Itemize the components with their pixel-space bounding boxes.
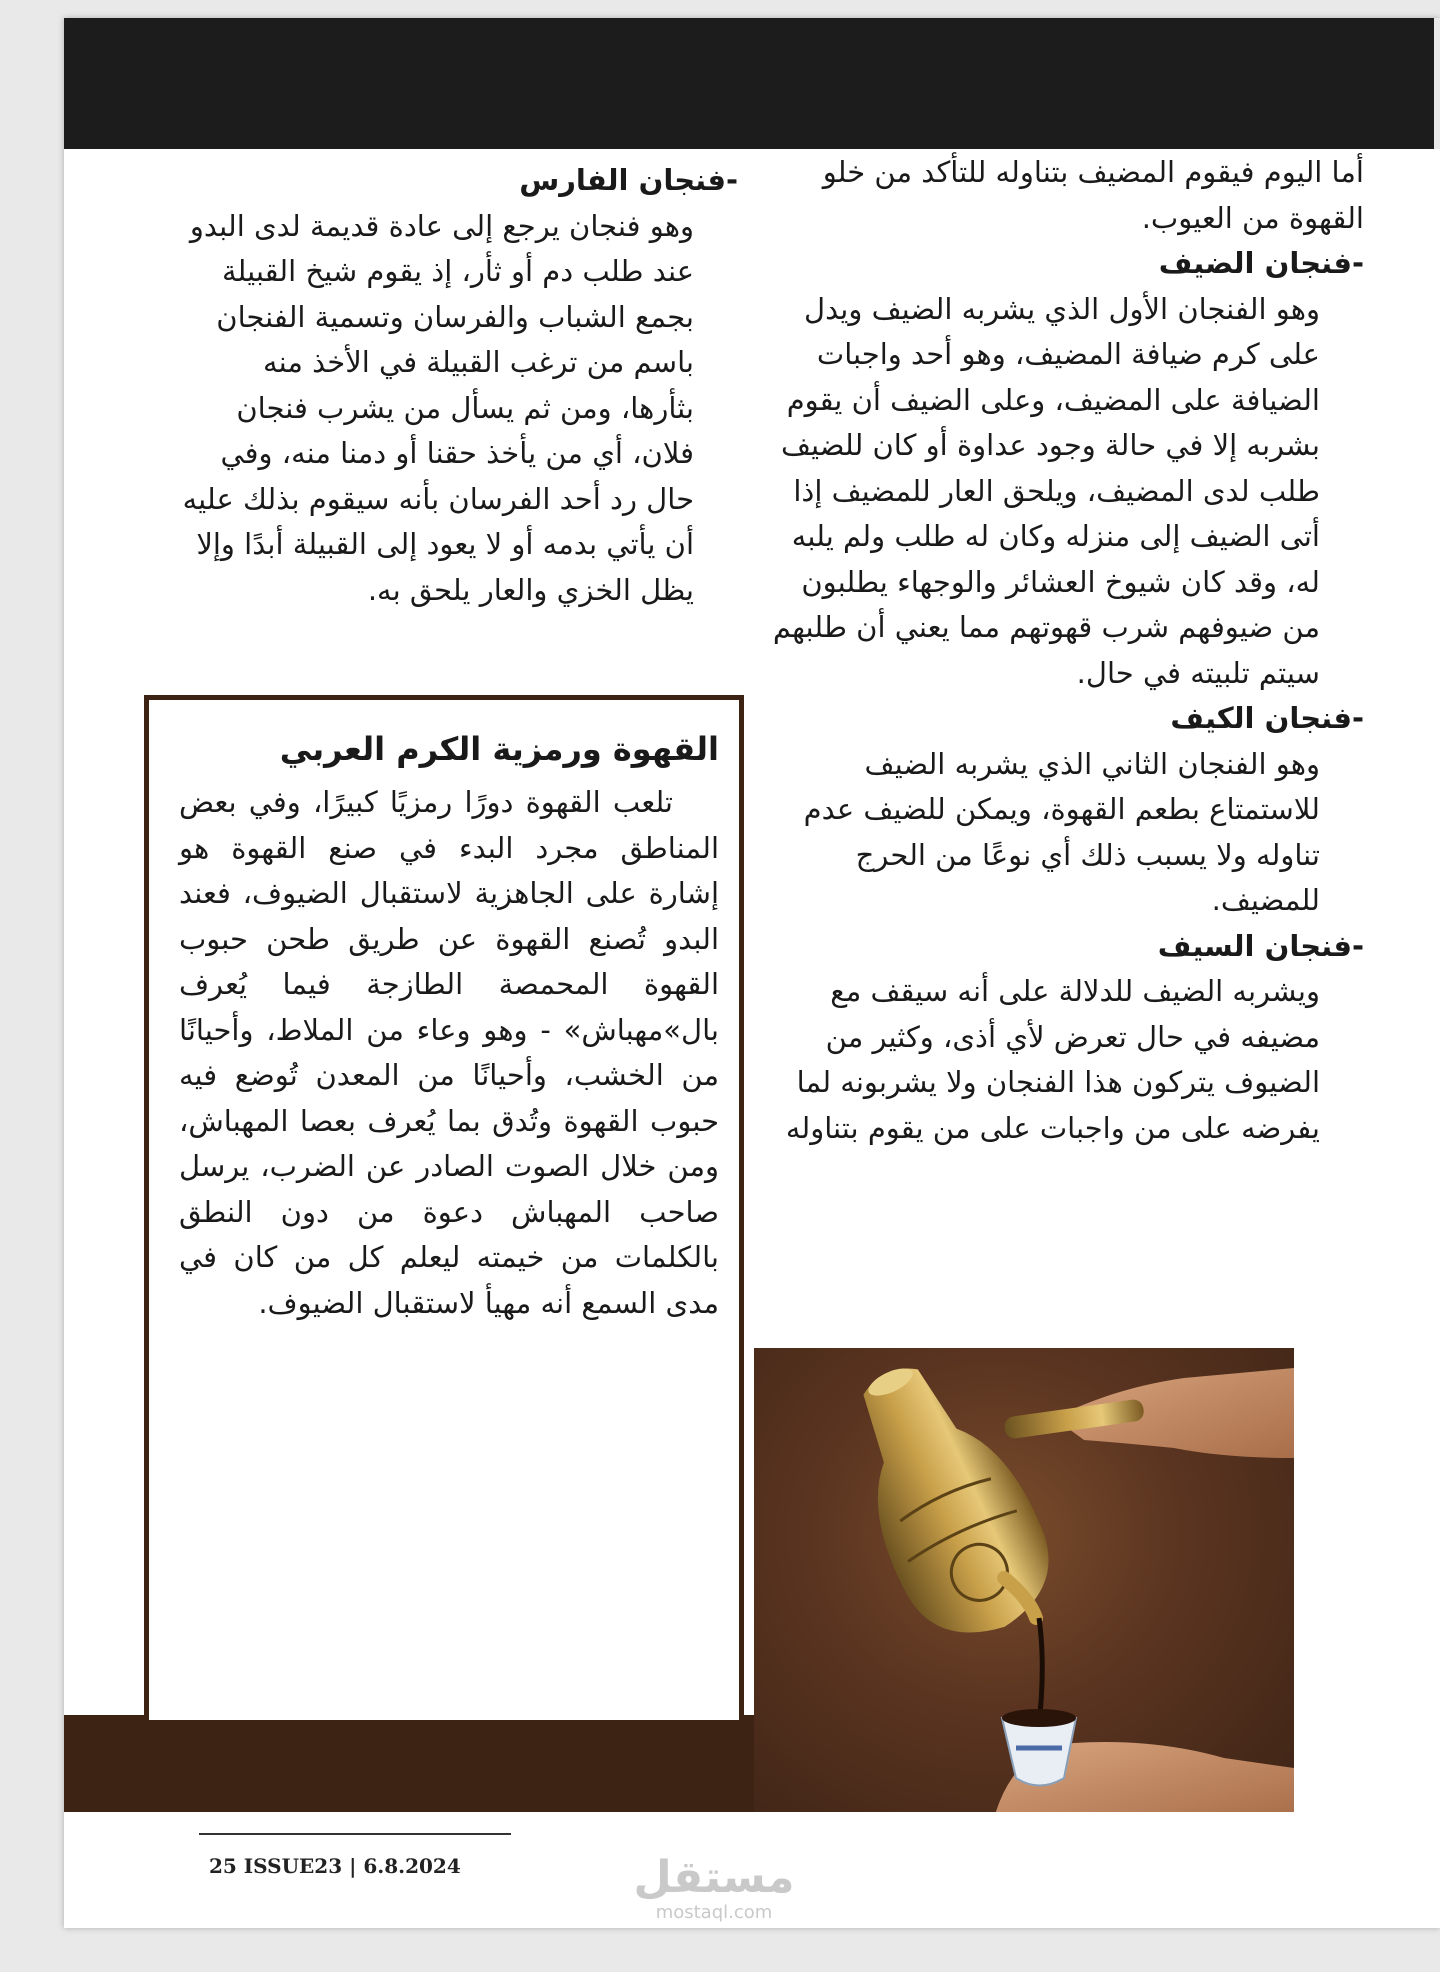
section-body-kayf-cup: وهو الفنجان الثاني الذي يشربه الضيف للاستمتاع بطعم القهوة، ويمكن للضيف عدم تناوله ولا يسبب ذلك أي نوعًا من الحرج للمضيف. bbox=[803, 746, 1320, 917]
coffee-pouring-photo bbox=[754, 1348, 1294, 1812]
section-body-sword-cup: ويشربه الضيف للدلالة على أنه سيقف مع مضيفه في حال تعرض لأي أذى، وكثير من الضيوف يتركون هذا الفنجان ولا يشربونه لما يفرضه على من واجبات على من يقوم بتناوله bbox=[785, 974, 1320, 1145]
page-edge bbox=[1434, 18, 1440, 149]
magazine-page bbox=[64, 18, 1440, 1928]
sidebar-title: القهوة ورمزية الكرم العربي bbox=[279, 730, 719, 768]
top-header-bar bbox=[64, 18, 1440, 149]
sidebar-box bbox=[144, 695, 744, 1725]
watermark bbox=[619, 1852, 809, 1923]
right-text-column bbox=[764, 150, 1364, 1151]
left-text-column bbox=[182, 158, 738, 613]
footer-rule bbox=[199, 1833, 511, 1835]
section-heading-kayf-cup: -فنجان الكيف bbox=[1170, 701, 1364, 735]
watermark-logo: مستقل bbox=[633, 1852, 795, 1903]
intro-paragraph: أما اليوم فيقوم المضيف بتناوله للتأكد من خلو القهوة من العيوب. bbox=[822, 155, 1364, 235]
footer-page-issue: 25 ISSUE23 | 6.8.2024 bbox=[209, 1854, 461, 1878]
watermark-url: mostaql.com bbox=[655, 1902, 773, 1923]
section-heading-guest-cup: -فنجان الضيف bbox=[1158, 246, 1364, 280]
section-heading-sword-cup: -فنجان السيف bbox=[1157, 928, 1364, 963]
dallah-pouring-illustration bbox=[754, 1348, 1294, 1812]
section-body-guest-cup: وهو الفنجان الأول الذي يشربه الضيف ويدل على كرم ضيافة المضيف، وهو أحد واجبات الضيافة على المضيف، وعلى الضيف أن يقوم بشربه إلا في حالة وجود عداوة أو كان للضيف طلب لدى المضيف، ويلحق العار للمضيف إذا أتى الضيف إلى منزله وكان له طلب ولم يلبه له، وقد كان شيوخ العشائر والوجهاء يطلبون من ضيوفهم شرب قهوتهم مما يعني أن طلبهم سيتم تلبيته في حال. bbox=[772, 291, 1320, 690]
section-heading-knight-cup: -فنجان الفارس bbox=[519, 163, 738, 197]
sidebar-body: تلعب القهوة دورًا رمزيًا كبيرًا، وفي بعض المناطق مجرد البدء في صنع القهوة هو إشارة على الجاهزية لاستقبال الضيوف، فعند البدو تُصنع القهوة عن طريق طحن حبوب القهوة المحمصة الطازجة فيما يُعرف بال»مهباش» - وهو وعاء من الملاط، وأحيانًا من الخشب، وأحيانًا من المعدن تُوضع فيه حبوب القهوة وتُدق بما يُعرف بعصا المهباش، ومن خلال الصوت الصادر عن الضرب، يرسل صاحب المهباش دعوة من دون النطق بالكلمات من خيمته ليعلم كل من كان في مدى السمع أنه مهيأ لاستقبال الضيوف. bbox=[179, 785, 719, 1320]
section-body-knight-cup: وهو فنجان يرجع إلى عادة قديمة لدى البدو عند طلب دم أو ثأر، إذ يقوم شيخ القبيلة بجمع الشباب والفرسان وتسمية الفنجان باسم من ترغب القبيلة في الأخذ منه بثأرها، ومن ثم يسأل من يشرب فنجان فلان، أي من يأخذ حقنا أو دمنا منه، وفي حال رد أحد الفرسان بأنه سيقوم بذلك عليه أن يأتي بدمه أو لا يعود إلى القبيلة أبدًا وإلا يظل الخزي والعار يلحق به. bbox=[182, 208, 694, 607]
